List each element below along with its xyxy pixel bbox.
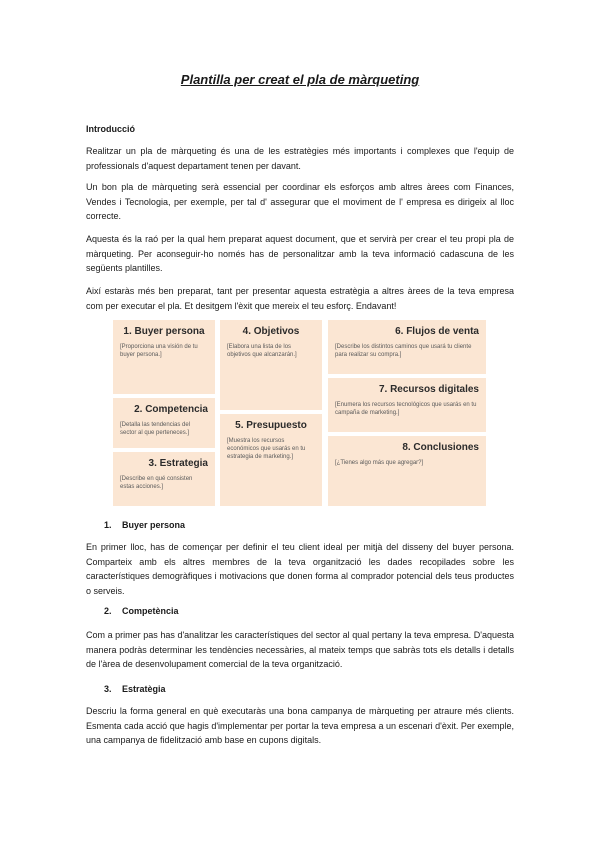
intro-paragraph-1: Realitzar un pla de màrqueting és una de les estratègies més importants i complexes que l'equip de professionals d'aquest departament tenen per davant. xyxy=(86,146,514,171)
section-title: Estratègia xyxy=(122,684,166,694)
template-box-conclusiones xyxy=(328,436,486,506)
box-title: 3. Estrategia xyxy=(148,458,208,469)
box-description: [Describe en qué consisten estas acciones.] xyxy=(120,476,193,490)
box-title: 8. Conclusiones xyxy=(402,442,479,453)
box-description: [Detalla las tendencias del sector al que perteneces.] xyxy=(120,422,191,436)
section-number: 2. xyxy=(104,606,112,616)
template-box-estrategia xyxy=(113,452,215,506)
intro-heading: Introducció xyxy=(86,124,135,134)
section-heading-estrategia xyxy=(104,684,166,694)
section-number: 3. xyxy=(104,684,112,694)
intro-paragraph-3: Aquesta és la raó per la qual hem preparat aquest document, que et servirà per crear el teu propi pla de màrqueting. Per aconseguir-ho només has de personalitzar amb la teva informació cadascuna de les següents plantilles. xyxy=(86,234,514,273)
section-title: Buyer persona xyxy=(122,520,186,530)
template-box-competencia xyxy=(113,398,215,448)
box-title: 5. Presupuesto xyxy=(235,420,307,431)
intro-paragraph-4: Així estaràs més ben preparat, tant per presentar aquesta estratègia a altres àrees de la teva empresa com per executar el pla. Et desitgem l'èxit que mereix el teu esforç. Endavant! xyxy=(86,286,514,311)
box-description: [Describe los distintos caminos que usará tu cliente para realizar su compra.] xyxy=(335,344,472,358)
template-box-flujos-de-venta xyxy=(328,320,486,374)
box-title: 4. Objetivos xyxy=(242,326,300,337)
box-title: 7. Recursos digitales xyxy=(378,384,479,395)
template-box-recursos-digitales xyxy=(328,378,486,432)
section-text-estrategia: Descriu la forma general en què executaràs una bona campanya de màrqueting per atraure més clients. Esmenta cada acció que hagis d'implementar per portar la teva empresa a un escenari d'èxit. Per exemple, una campanya de fidelització amb base en cupons digitals. xyxy=(86,706,514,745)
box-description: [Elabora una lista de los objetivos que alcanzarán.] xyxy=(227,344,297,358)
box-description: [¿Tienes algo más que agregar?] xyxy=(335,460,424,466)
section-number: 1. xyxy=(104,520,112,530)
box-title: 6. Flujos de venta xyxy=(395,326,479,337)
section-text-competencia: Com a primer pas has d'analitzar les característiques del sector al qual pertany la teva empresa. D'aquesta manera podràs determinar les tendències necessàries, al mateix temps que sabràs tots els detalls i detalls de l'àrea de desenvolupament comercial de la teva organització. xyxy=(86,630,514,669)
template-box-buyer-persona xyxy=(113,320,215,394)
section-heading-buyer-persona xyxy=(104,520,185,530)
box-description: [Proporciona una visión de tu buyer persona.] xyxy=(120,344,198,358)
box-title: 2. Competencia xyxy=(134,404,208,415)
section-text-buyer-persona: En primer lloc, has de començar per definir el teu client ideal per mitjà del disseny del buyer persona. Comparteix amb els altres membres de la teva organització les dades recopilades sobre les característiques demogràfiques i motivacions que donen forma al comprador potencial dels teus productes o serveis. xyxy=(86,542,514,596)
section-title: Competència xyxy=(122,606,179,616)
template-box-presupuesto xyxy=(220,414,322,506)
box-description: [Enumera los recursos tecnológicos que usarás en tu campaña de marketing.] xyxy=(335,402,477,416)
box-title: 1. Buyer persona xyxy=(123,326,205,337)
intro-paragraph-2: Un bon pla de màrqueting serà essencial per coordinar els esforços amb altres àrees com Finances, Vendes i Tecnologia, per exemple, per tal d' assegurar que el moviment de l' empresa es dirigeix al lloc correcte. xyxy=(86,182,514,221)
template-box-objetivos xyxy=(220,320,322,410)
box-description: [Muestra los recursos económicos que usarás en tu estrategia de marketing.] xyxy=(227,438,306,460)
section-heading-competencia xyxy=(104,606,179,616)
document-title: Plantilla per creat el pla de màrqueting xyxy=(180,72,420,87)
